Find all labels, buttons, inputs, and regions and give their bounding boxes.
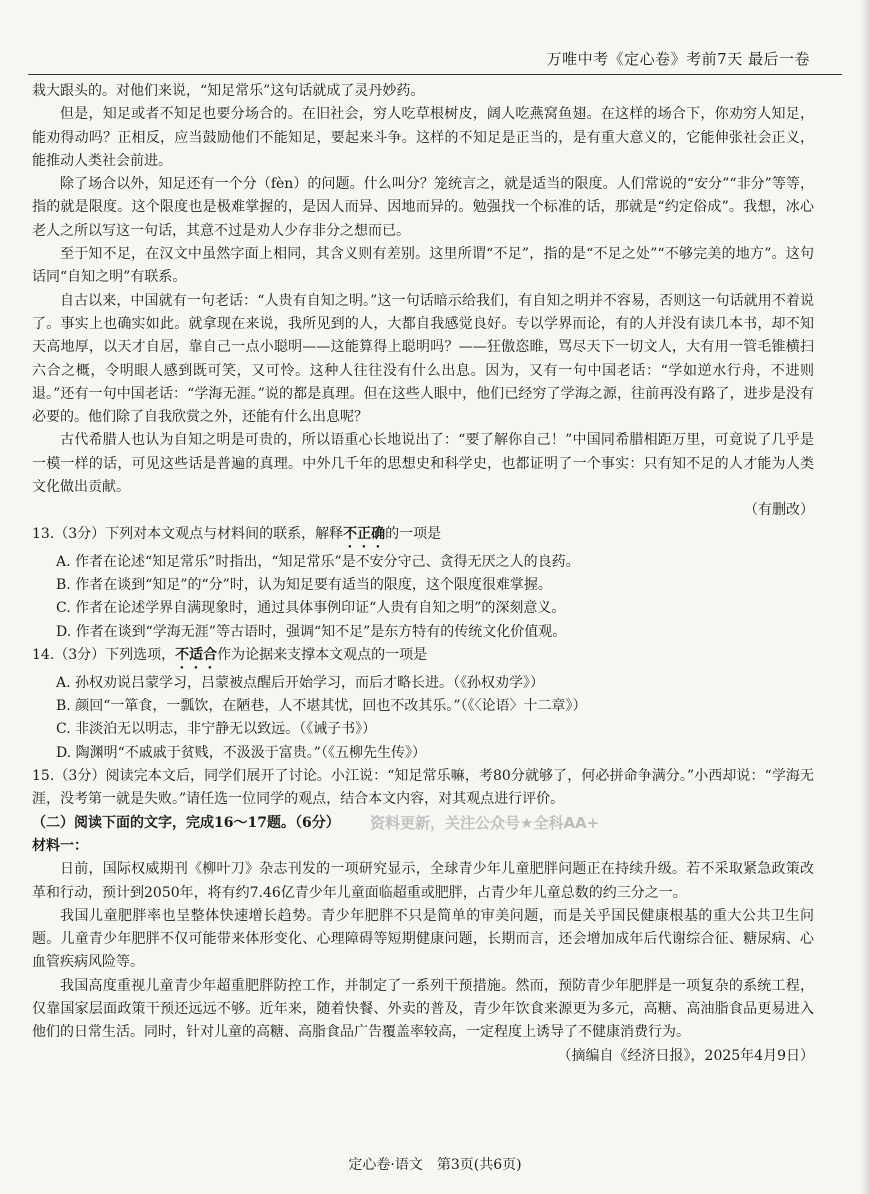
- paragraph-3: 至于知不足，在汉文中虽然字面上相同，其含义则有差别。这里所谓“不足”，指的是“不足之处”“不够完美的地方”。这句话同“自知之明”有联系。: [32, 246, 814, 286]
- material-1-label: 材料一：: [32, 837, 88, 854]
- header-rule: [28, 74, 842, 75]
- question-13-option-a: A. 作者在论述“知足常乐”时指出，“知足常乐”是不安分守己、贪得无厌之人的良药。: [56, 553, 580, 570]
- scan-edge-shadow: [860, 0, 870, 1194]
- q13-stem-part-b: 的一项是: [385, 525, 442, 542]
- material-1-paragraph-1: 日前，国际权威期刊《柳叶刀》杂志刊发的一项研究显示，全球青少年儿童肥胖问题正在持续升级。若不采取紧急政策改革和行动，预计到2050年，将有约7.46亿青少年儿童面临超重或肥胖，占青少年儿童总数的约三分之一。: [32, 861, 814, 901]
- question-14-option-c: C. 非淡泊无以明志，非宁静无以致远。（《诫子书》）: [56, 721, 377, 738]
- question-14-option-d: D. 陶渊明“不戚戚于贫贱，不汲汲于富贵。”（《五柳先生传》）: [56, 744, 426, 761]
- question-13-stem: [32, 523, 814, 551]
- paragraph-1: 但是，知足或者不知足也要分场合的。在旧社会，穷人吃草根树皮，阔人吃燕窝鱼翅。在这样的场合下，你劝穷人知足，能劝得动吗？正相反，应当鼓励他们不能知足，要起来斗争。这样的不知足是正当的，是有重大意义的，它能伸张社会正义，能推动人类社会前进。: [32, 106, 814, 169]
- page-footer: 定心卷·语文 第3页(共6页): [348, 1157, 522, 1173]
- paragraph-5: [32, 429, 814, 499]
- page-header: 万唯中考《定心卷》考前7天 最后一卷: [546, 50, 810, 68]
- question-13-option-c: C. 作者在论述学界自满现象时，通过具体事例印证“人贵有自知之明”的深刻意义。: [56, 600, 566, 617]
- question-13-option-b: B. 作者在谈到“知足”的“分”时，认为知足要有适当的限度，这个限度很难掌握。: [56, 576, 552, 593]
- section-2-title: [32, 812, 814, 835]
- q14-stem-part-a: 14.（3分）下列选项，: [32, 646, 176, 663]
- material-1-source: （摘编自《经济日报》，2025年4月9日）: [557, 1047, 814, 1064]
- material-1-paragraph-3-text: 我国高度重视儿童青少年超重肥胖防控工作，并制定了一系列干预措施。然而，预防青少年肥胖是一项复杂的系统工程，仅靠国家层面政策干预还远远不够。近年来，随着快餐、外卖的普及，青少年饮食来源更为多元，高糖、高油脂食品更易进入他们的日常生活。同时，针对儿童的高糖、高脂食品广告覆盖率较高，一定程度上诱导了不健康消费行为。: [32, 977, 814, 1041]
- paragraph-5-source-row: [32, 499, 814, 522]
- paragraph-0: 栽大跟头的。对他们来说，“知足常乐”这句话就成了灵丹妙药。: [32, 83, 425, 99]
- question-14-option-a: A. 孙权劝说吕蒙学习，吕蒙被点醒后开始学习，而后才略长进。（《孙权劝学》）: [56, 674, 545, 691]
- paragraph-2: 除了场合以外，知足还有一个分（fèn）的问题。什么叫分？笼统言之，就是适当的限度。人们常说的“安分”“非分”等等，指的就是限度。这个限度也是极难掌握的，是因人而异、因地而异的。勉强找一个标准的话，那就是“约定俗成”。我想，冰心老人之所以写这一句话，其意不过是劝人少存非分之想而已。: [32, 176, 814, 239]
- material-1-paragraph-2: 我国儿童肥胖率也呈整体快速增长趋势。青少年肥胖不只是简单的审美问题，而是关乎国民健康根基的重大公共卫生问题。儿童青少年肥胖不仅可能带来体形变化、心理障碍等短期健康问题，长期而言，还会增加成年后代谢综合征、糖尿病、心血管疾病风险等。: [32, 907, 814, 971]
- material-1-paragraph-3: [32, 975, 814, 1045]
- material-1-source-row: [32, 1045, 814, 1068]
- section-2-title-text: （二）阅读下面的文字，完成16～17题。（6分）: [32, 814, 340, 831]
- paragraph-4: 自古以来，中国就有一句老话：“人贵有自知之明。”这一句话暗示给我们，有自知之明并不容易，否则这一句话就用不着说了。事实上也确实如此。就拿现在来说，我所见到的人，大都自我感觉良好。专以学界而论，有的人并没有读几本书，却不知天高地厚，以天才自居，靠自己一点小聪明——这能算得上聪明吗？——狂傲恣睢，骂尽天下一切文人，大有用一管毛锥横扫六合之概，令明眼人感到既可笑，又可怜。这种人往往没有什么出息。因为，又有一句中国老话：“学如逆水行舟，不进则退。”还有一句中国老话：“学海无涯。”说的都是真理。但在这些人眼中，他们已经穷了学海之源，往前再没有路了，进步是没有必要的。他们除了自我欣赏之外，还能有什么出息呢？: [32, 292, 814, 426]
- q13-stem-emphasis: 不正确: [343, 525, 386, 542]
- q13-stem-part-a: 13.（3分）下列对本文观点与材料间的联系，解释: [32, 525, 344, 542]
- watermark: 资料更新，关注公众号★全科AA+: [370, 813, 600, 832]
- paragraph-5-source: （有删改）: [744, 502, 814, 519]
- question-14-option-b: B. 颜回“一箪食，一瓢饮，在陋巷，人不堪其忧，回也不改其乐。”（《〈论语〉十二章》）: [56, 698, 587, 715]
- question-13-option-d: D. 作者在谈到“学海无涯”等古语时，强调“知不足”是东方特有的传统文化价值观。: [56, 623, 567, 640]
- q14-stem-emphasis: 不适合: [175, 646, 218, 663]
- paragraph-5-text: 古代希腊人也认为自知之明是可贵的，所以语重心长地说出了：“要了解你自己！”中国同希腊相距万里，可竟说了几乎是一模一样的话，可见这些话是普遍的真理。中外几千年的思想史和科学史，也都证明了一个事实：只有知不足的人才能为人类文化做出贡献。: [32, 432, 814, 496]
- q14-stem-part-b: 作为论据来支撑本文观点的一项是: [217, 646, 428, 663]
- question-15: 15.（3分）阅读完本文后，同学们展开了讨论。小江说：“知足常乐嘛，考80分就够了，何必拼命争满分。”小西却说：“学海无涯，没考第一就是失败。”请任选一位同学的观点，结合本文内容，对其观点进行评价。: [32, 768, 814, 808]
- page-content: [32, 80, 814, 1068]
- question-14-stem: [32, 644, 814, 672]
